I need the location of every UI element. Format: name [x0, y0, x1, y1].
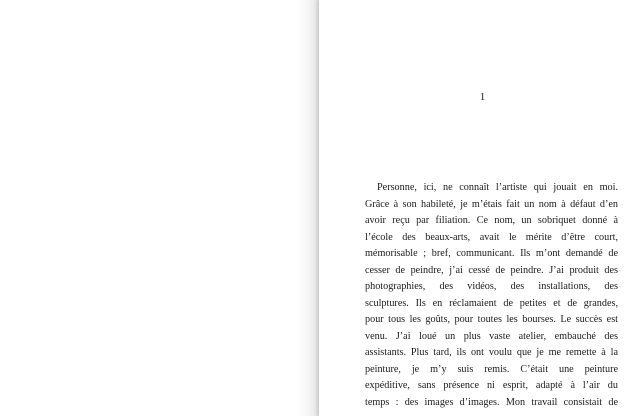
- text-line: assistants. Plus tard, ils ont voulu que je me remette à la: [365, 347, 618, 358]
- text-line: expéditive, sans présence ni esprit, adapté à l’air du: [365, 380, 618, 391]
- text-line: venu. J’ai loué un plus vaste atelier, embauché des: [365, 330, 618, 342]
- text-line: Personne, ici, ne connaît l’artiste qui jouait en moi.: [377, 182, 618, 193]
- text-line: avoir reçu par filiation. Ce nom, un sobriquet donné à: [365, 215, 618, 226]
- text-line: l’école des beaux-arts, avait le mérite d’être court,: [365, 231, 618, 243]
- right-page: [319, 0, 640, 416]
- text-line: cesser de peindre, j’ai cessé de peindre. J’ai produit des: [365, 264, 618, 276]
- text-line: peinture, je m’y suis remis. C’était une peinture: [365, 363, 618, 375]
- text-line: sculptures. Ils en réclamaient de petites et de grandes,: [365, 297, 618, 309]
- text-line: mémorisable ; bref, communicant. Ils m’ont demandé de: [365, 248, 618, 259]
- chapter-number: 1: [479, 91, 486, 103]
- text-line: temps : des images d’images. Mon travail consistait de: [365, 396, 618, 408]
- text-line: pour tous les goûts, pour toutes les bourses. Le succès est: [365, 314, 618, 325]
- gutter-shadow: [296, 0, 320, 416]
- text-line: photographies, des vidéos, des installations, des: [365, 281, 618, 292]
- body-paragraph: [365, 180, 618, 411]
- text-line: Grâce à son habileté, je m’étais fait un nom à défaut d’en: [365, 198, 618, 210]
- left-page: [0, 0, 318, 416]
